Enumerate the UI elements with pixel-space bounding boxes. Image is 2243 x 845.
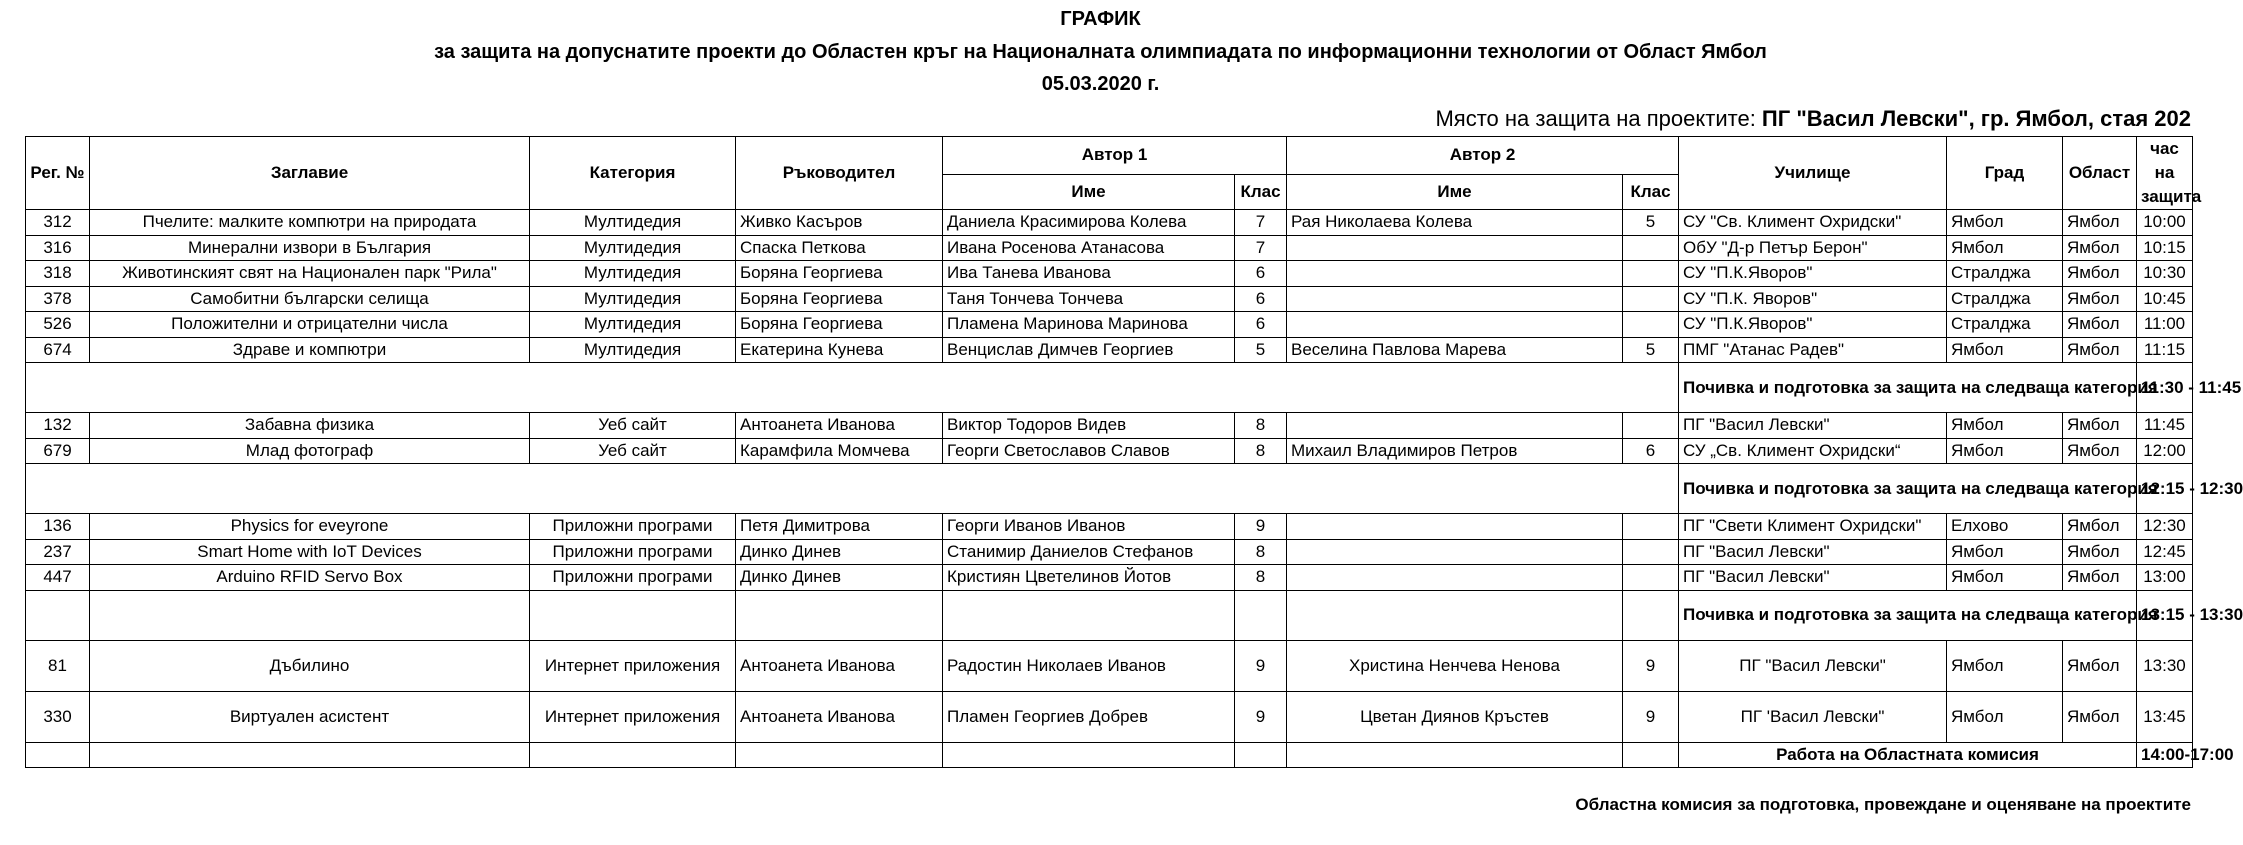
cell-g2: 6 [1623,438,1679,464]
cell-region: Ямбол [2063,640,2137,691]
cell-city: Ямбол [1947,565,2063,591]
empty-cell [1287,590,1623,640]
cell-region: Ямбол [2063,539,2137,565]
empty-cell [736,742,943,767]
cell-g1: 5 [1235,337,1287,363]
cell-a2: Рая Николаева Колева [1287,210,1623,236]
break-row [26,464,2193,514]
cell-school: ПМГ "Атанас Радев" [1679,337,1947,363]
col-region: Област [2063,137,2137,210]
cell-school: ПГ "Васил Левски" [1679,539,1947,565]
empty-cell [1235,742,1287,767]
break-time: 13:15 - 13:30 [2137,590,2193,640]
cell-category: Мултидедия [530,235,736,261]
cell-region: Ямбол [2063,337,2137,363]
cell-reg: 330 [26,691,90,742]
cell-a1: Кристиян Цветелинов Йотов [943,565,1235,591]
cell-supervisor: Антоанета Иванова [736,640,943,691]
cell-title: Дъбилино [90,640,530,691]
cell-g2: 9 [1623,640,1679,691]
col-author1-grade: Клас [1235,174,1287,209]
table-row [26,539,2193,565]
cell-g2 [1623,539,1679,565]
cell-a1: Георги Светославов Славов [943,438,1235,464]
cell-school: СУ „Св. Климент Охридски“ [1679,438,1947,464]
venue-value: ПГ "Васил Левски", гр. Ямбол, стая 202 [1761,106,2191,131]
empty-cell [530,590,736,640]
cell-a2 [1287,312,1623,338]
cell-supervisor: Екатерина Кунева [736,337,943,363]
cell-region: Ямбол [2063,312,2137,338]
cell-category: Мултидедия [530,286,736,312]
cell-title: Physics for eveyrone [90,514,530,540]
empty-cell [943,742,1235,767]
cell-a1: Георги Иванов Иванов [943,514,1235,540]
cell-region: Ямбол [2063,235,2137,261]
empty-cell [1623,590,1679,640]
cell-city: Ямбол [1947,691,2063,742]
cell-g1: 9 [1235,691,1287,742]
cell-category: Мултидедия [530,312,736,338]
table-body [26,210,2243,768]
cell-category: Мултидедия [530,261,736,287]
empty-cell [26,464,1679,514]
cell-city: Елхово [1947,514,2063,540]
cell-time: 10:45 [2137,286,2193,312]
col-author1-name: Име [943,174,1235,209]
cell-supervisor: Антоанета Иванова [736,413,943,439]
table-row [26,438,2193,464]
cell-region: Ямбол [2063,210,2137,236]
col-author2: Автор 2 [1287,137,1679,175]
cell-category: Интернет приложения [530,691,736,742]
cell-school: ПГ 'Васил Левски" [1679,691,1947,742]
cell-city: Ямбол [1947,640,2063,691]
cell-time: 10:15 [2137,235,2193,261]
date-line: 05.03.2020 г. [1041,73,1160,95]
cell-region: Ямбол [2063,413,2137,439]
cell-supervisor: Динко Динев [736,565,943,591]
cell-region: Ямбол [2063,438,2137,464]
table-row [26,312,2193,338]
cell-title: Здраве и компютри [90,337,530,363]
col-title: Заглавие [90,137,530,210]
break-label: Почивка и подготовка за защита на следваща категория [1679,590,2137,640]
cell-category: Приложни програми [530,514,736,540]
table-row [26,565,2193,591]
cell-a1: Радостин Николаев Иванов [943,640,1235,691]
venue-line [1435,106,2191,132]
cell-reg: 316 [26,235,90,261]
cell-a2 [1287,286,1623,312]
cell-time: 11:45 [2137,413,2193,439]
cell-time: 11:15 [2137,337,2193,363]
cell-city: Ямбол [1947,539,2063,565]
break-row [26,363,2193,413]
cell-a2 [1287,413,1623,439]
cell-school: СУ "П.К.Яворов" [1679,312,1947,338]
cell-school: ПГ "Васил Левски" [1679,565,1947,591]
venue-label: Място на защита на проектите: [1435,106,1762,131]
cell-g1: 6 [1235,312,1287,338]
cell-city: Ямбол [1947,438,2063,464]
cell-g2 [1623,286,1679,312]
cell-city: Ямбол [1947,210,2063,236]
cell-category: Уеб сайт [530,438,736,464]
cell-supervisor: Живко Касъров [736,210,943,236]
cell-g2 [1623,514,1679,540]
cell-supervisor: Боряна Георгиева [736,286,943,312]
cell-a1: Ивана Росенова Атанасова [943,235,1235,261]
cell-g1: 8 [1235,539,1287,565]
break-time: 12:15 - 12:30 [2137,464,2193,514]
cell-g1: 8 [1235,438,1287,464]
table-row [26,210,2193,236]
empty-cell [90,742,530,767]
cell-supervisor: Боряна Георгиева [736,312,943,338]
cell-reg: 679 [26,438,90,464]
cell-a1: Пламена Маринова Маринова [943,312,1235,338]
cell-a1: Пламен Георгиев Добрев [943,691,1235,742]
table-row [26,337,2193,363]
cell-title: Животинският свят на Национален парк "Рила" [90,261,530,287]
empty-cell [1287,742,1623,767]
cell-g1: 9 [1235,640,1287,691]
cell-reg: 674 [26,337,90,363]
cell-title: Smart Home with IoT Devices [90,539,530,565]
empty-cell [736,590,943,640]
cell-region: Ямбол [2063,286,2137,312]
cell-g2 [1623,565,1679,591]
cell-time: 12:30 [2137,514,2193,540]
cell-a1: Даниела Красимирова Колева [943,210,1235,236]
cell-category: Приложни програми [530,539,736,565]
col-school: Училище [1679,137,1947,210]
col-author2-grade: Клас [1623,174,1679,209]
cell-title: Arduino RFID Servo Box [90,565,530,591]
cell-supervisor: Петя Димитрова [736,514,943,540]
cell-category: Уеб сайт [530,413,736,439]
cell-supervisor: Антоанета Иванова [736,691,943,742]
table-row [26,514,2193,540]
empty-cell [26,590,90,640]
cell-g2 [1623,235,1679,261]
table-row [26,235,2193,261]
cell-title: Положителни и отрицателни числа [90,312,530,338]
cell-supervisor: Боряна Георгиева [736,261,943,287]
cell-a2 [1287,514,1623,540]
cell-city: Ямбол [1947,337,2063,363]
table-row [26,261,2193,287]
cell-region: Ямбол [2063,691,2137,742]
cell-school: СУ "Св. Климент Охридски" [1679,210,1947,236]
cell-title: Минерални извори в България [90,235,530,261]
cell-a1: Таня Тончева Тончева [943,286,1235,312]
cell-category: Приложни програми [530,565,736,591]
page-subtitle: за защита на допуснатите проекти до Областен кръг на Националната олимпиадата по информационни технологии от Област Ямбол [434,41,1767,63]
cell-reg: 447 [26,565,90,591]
empty-cell [1623,742,1679,767]
col-author1: Автор 1 [943,137,1287,175]
col-category: Категория [530,137,736,210]
empty-cell [530,742,736,767]
cell-region: Ямбол [2063,261,2137,287]
cell-a2 [1287,261,1623,287]
cell-school: ПГ "Свети Климент Охридски" [1679,514,1947,540]
cell-a2: Цветан Диянов Кръстев [1287,691,1623,742]
empty-cell [943,590,1235,640]
cell-a2 [1287,539,1623,565]
final-row [26,742,2193,767]
col-time: час на защита [2137,137,2193,210]
cell-g2: 5 [1623,210,1679,236]
cell-g2: 5 [1623,337,1679,363]
cell-g1: 7 [1235,210,1287,236]
cell-city: Стралджа [1947,312,2063,338]
table-row [26,691,2193,742]
empty-cell [1235,590,1287,640]
cell-supervisor: Динко Динев [736,539,943,565]
cell-reg: 132 [26,413,90,439]
cell-time: 10:00 [2137,210,2193,236]
cell-reg: 312 [26,210,90,236]
cell-title: Пчелите: малките компютри на природата [90,210,530,236]
empty-cell [90,590,530,640]
cell-school: ПГ "Васил Левски" [1679,413,1947,439]
col-author2-name: Име [1287,174,1623,209]
cell-school: ОбУ "Д-р Петър Берон" [1679,235,1947,261]
col-supervisor: Ръководител [736,137,943,210]
cell-title: Виртуален асистент [90,691,530,742]
cell-a1: Виктор Тодоров Видев [943,413,1235,439]
cell-city: Стралджа [1947,286,2063,312]
cell-title: Млад фотограф [90,438,530,464]
col-reg: Рег. № [26,137,90,210]
cell-school: ПГ "Васил Левски" [1679,640,1947,691]
col-city: Град [1947,137,2063,210]
cell-reg: 318 [26,261,90,287]
cell-title: Самобитни български селища [90,286,530,312]
cell-supervisor: Спаска Петкова [736,235,943,261]
cell-a2 [1287,235,1623,261]
cell-reg: 81 [26,640,90,691]
footer-signature: Областна комисия за подготовка, провеждане и оценяване на проектите [1575,795,2191,814]
cell-g1: 6 [1235,261,1287,287]
cell-category: Интернет приложения [530,640,736,691]
break-label: Почивка и подготовка за защита на следваща категория [1679,363,2137,413]
cell-reg: 136 [26,514,90,540]
cell-school: СУ "П.К.Яворов" [1679,261,1947,287]
table-row [26,286,2193,312]
cell-time: 12:45 [2137,539,2193,565]
cell-region: Ямбол [2063,565,2137,591]
cell-reg: 237 [26,539,90,565]
cell-a2: Михаил Владимиров Петров [1287,438,1623,464]
cell-g1: 9 [1235,514,1287,540]
cell-a1: Ива Танева Иванова [943,261,1235,287]
table-row [26,640,2193,691]
cell-g2: 9 [1623,691,1679,742]
page-title: ГРАФИК [1060,8,1141,30]
cell-g2 [1623,312,1679,338]
cell-city: Ямбол [1947,413,2063,439]
empty-cell [26,742,90,767]
cell-time: 10:30 [2137,261,2193,287]
cell-city: Ямбол [1947,235,2063,261]
cell-title: Забавна физика [90,413,530,439]
cell-time: 13:30 [2137,640,2193,691]
cell-a2: Веселина Павлова Марева [1287,337,1623,363]
cell-time: 13:45 [2137,691,2193,742]
cell-region: Ямбол [2063,514,2137,540]
break-label: Почивка и подготовка за защита на следваща категория [1679,464,2137,514]
cell-g1: 6 [1235,286,1287,312]
cell-reg: 526 [26,312,90,338]
empty-cell [26,363,1679,413]
schedule-table [25,136,2243,768]
cell-a1: Станимир Даниелов Стефанов [943,539,1235,565]
break-row [26,590,2193,640]
cell-g2 [1623,413,1679,439]
table-header [26,137,2202,210]
table-row [26,413,2193,439]
final-time: 14:00-17:00 [2137,742,2193,767]
cell-time: 11:00 [2137,312,2193,338]
cell-reg: 378 [26,286,90,312]
cell-a1: Венцислав Димчев Георгиев [943,337,1235,363]
final-label: Работа на Областната комисия [1679,742,2137,767]
cell-supervisor: Карамфила Момчева [736,438,943,464]
cell-time: 13:00 [2137,565,2193,591]
cell-city: Стралджа [1947,261,2063,287]
cell-a2: Христина Ненчева Ненова [1287,640,1623,691]
cell-g1: 8 [1235,413,1287,439]
cell-g1: 7 [1235,235,1287,261]
cell-g1: 8 [1235,565,1287,591]
cell-school: СУ "П.К. Яворов" [1679,286,1947,312]
cell-time: 12:00 [2137,438,2193,464]
cell-g2 [1623,261,1679,287]
cell-category: Мултидедия [530,210,736,236]
break-time: 11:30 - 11:45 [2137,363,2193,413]
cell-category: Мултидедия [530,337,736,363]
cell-a2 [1287,565,1623,591]
